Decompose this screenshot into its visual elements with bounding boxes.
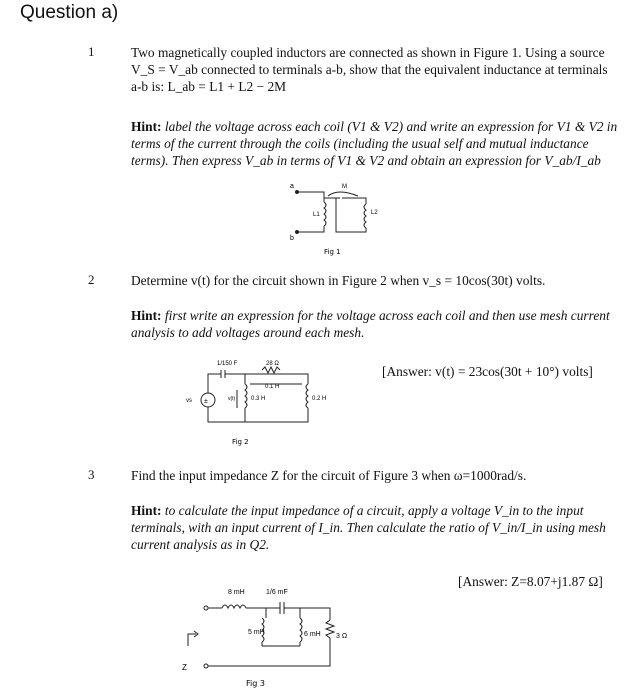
figure-1: [280, 180, 390, 260]
coil-1-label: L1: [313, 212, 320, 218]
resistor-label: 28 Ω: [266, 361, 279, 367]
figure-1-caption: Fig 1: [324, 248, 341, 256]
figure-2: [186, 356, 350, 452]
source-label: vs: [186, 398, 192, 404]
hint-text: to calculate the input impedance of a circuit, apply a voltage V_in to the input terminals, with an input current of I_in. Then calculate the ratio of V_in/I_in using mesh current analysis as in Q2.: [131, 503, 606, 552]
inductor-1-label: 0.3 H: [251, 396, 266, 402]
section-heading: Question a): [20, 2, 119, 23]
question-3-hint: [131, 502, 623, 553]
mutual-label: M: [342, 184, 347, 190]
impedance-label: Z: [182, 663, 187, 672]
question-2-text: Determine v(t) for the circuit shown in Figure 2 when v_s = 10cos(30t) volts.: [131, 273, 546, 288]
hint-label: Hint:: [131, 308, 162, 323]
figure-2-caption: Fig 2: [232, 438, 249, 446]
coil-2-label: L2: [371, 210, 378, 216]
terminal-a-label: a: [290, 183, 294, 190]
question-1-hint: [131, 118, 623, 169]
question-1-text: Two magnetically coupled inductors are connected as shown in Figure 1. Using a source V_S = V_ab connected to terminals a-b, show that the equivalent inductance at terminals a-b is: L_ab = L1 + L2 − 2M: [131, 45, 608, 94]
resistor-label: 3 Ω: [336, 633, 348, 640]
question-3-answer: [Answer: Z=8.07+j1.87 Ω]: [458, 574, 603, 589]
mutual-label: 5 mH: [248, 629, 265, 636]
inductor-top-label: 8 mH: [228, 589, 245, 596]
question-number-3: 3: [88, 467, 95, 482]
source-symbol: ±: [204, 398, 208, 405]
question-3-text: Find the input impedance Z for the circuit of Figure 3 when ω=1000rad/s.: [131, 468, 527, 483]
capacitor-label: 1/150 F: [217, 361, 238, 367]
question-number-2: 2: [88, 272, 95, 287]
hint-text: label the voltage across each coil (V1 & V2) and write an expression for V1 & V2 in terms of the current through the coils (including the usual self and mutual inductance terms). Then express V_ab in terms of V1 & V2 and obtain an expression for V_ab/I_ab: [131, 119, 618, 168]
hint-label: Hint:: [131, 503, 162, 518]
inductor-right-label: 6 mH: [304, 631, 321, 638]
question-number-1: 1: [88, 44, 95, 59]
terminal-b-label: b: [290, 235, 294, 242]
figure-3-caption: Fig 3: [246, 679, 265, 688]
question-2-answer: [Answer: v(t) = 23cos(30t + 10°) volts]: [382, 364, 593, 379]
question-2-hint: [131, 307, 623, 341]
hint-text: first write an expression for the voltage across each coil and then use mesh current analysis to add voltages around each mesh.: [131, 308, 610, 340]
mutual-label: 0.1 H: [265, 384, 280, 390]
capacitor-label: 1/6 mF: [266, 589, 288, 596]
output-label: v(t): [228, 396, 236, 402]
hint-label: Hint:: [131, 119, 162, 134]
inductor-2-label: 0.2 H: [312, 396, 327, 402]
figure-3: [170, 580, 370, 692]
